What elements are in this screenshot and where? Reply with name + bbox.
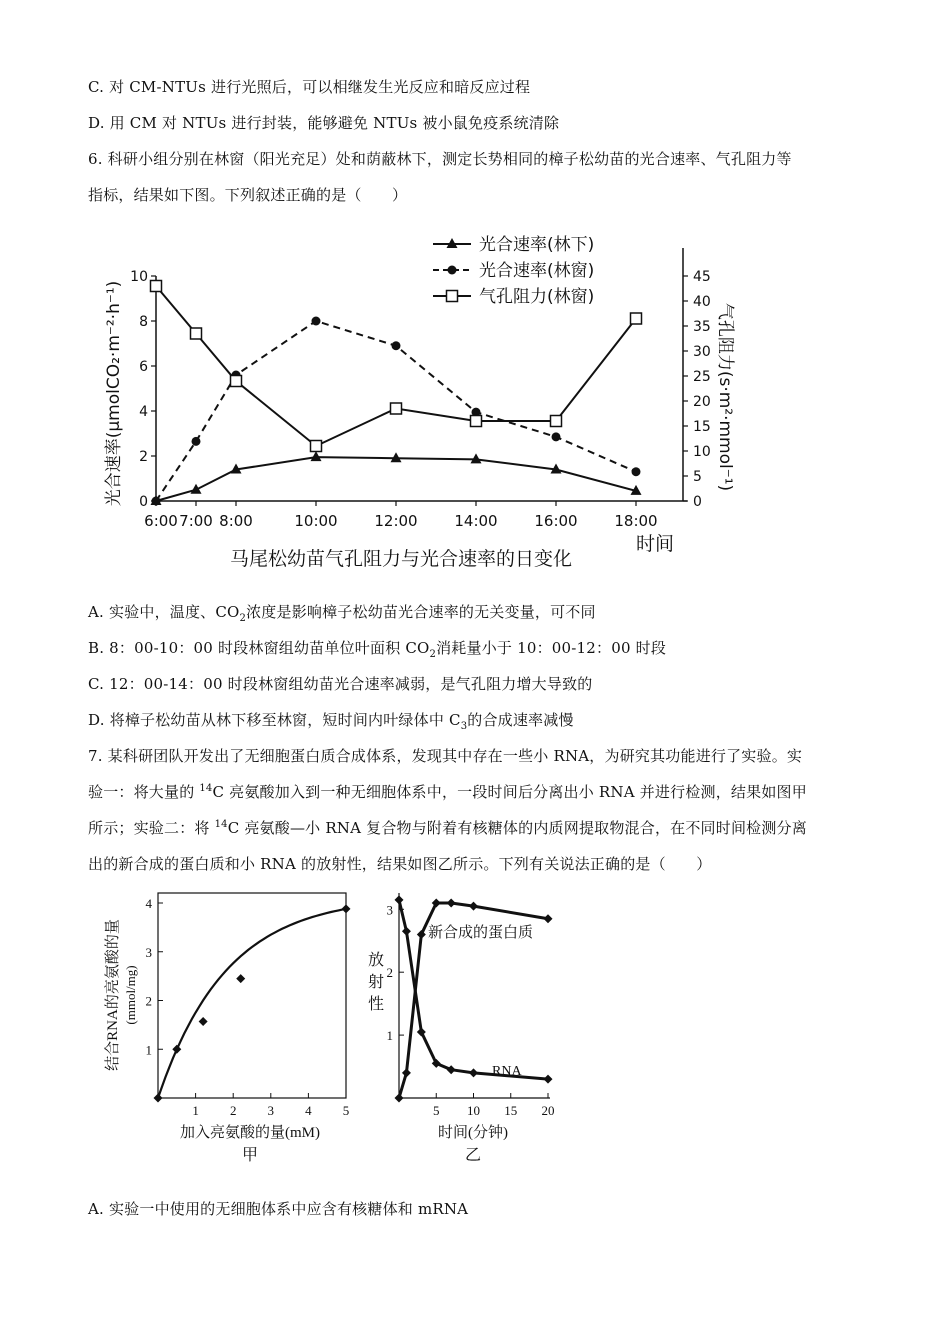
legend-label-2: 气孔阻力(林窗) [479, 287, 595, 307]
option-a-6 [88, 601, 596, 624]
right-tick-label: 15 [693, 419, 711, 435]
question-6-stem-cont: 指标，结果如下图。下列叙述正确的是（ ） [88, 186, 408, 204]
data-point-0 [311, 451, 322, 461]
x-tick-label: 6:00 [144, 512, 178, 530]
chart-title: 马尾松幼苗气孔阻力与光合速率的日变化 [229, 548, 573, 570]
question-7-stem: 7. 某科研团队开发出了无细胞蛋白质合成体系，发现其中存在一些小 RNA，为研究其功能进行了实验。实 [88, 747, 803, 765]
data-point-1 [544, 1075, 553, 1084]
option-b-6-pre: B. 8：00-10：00 时段林窗组幼苗单位叶面积 CO [88, 639, 430, 657]
right-axis-label: 气孔阻力(s·m²·mmol⁻¹) [715, 302, 735, 492]
data-point-2 [191, 328, 202, 339]
q7b-post: C 亮氨酸加入到一种无细胞体系中，一段时间后分离出小 RNA 并进行检测，结果如图甲 [212, 783, 807, 801]
option-d-6-pre: D. 将樟子松幼苗从林下移至林窗，短时间内叶绿体中 C [88, 711, 461, 729]
x-tick-label: 5 [342, 1103, 350, 1118]
x-tick-label: 16:00 [534, 512, 578, 530]
left-tick-label: 2 [139, 449, 148, 465]
panel-label: 乙 [464, 1147, 482, 1164]
q7c-post: C 亮氨酸—小 RNA 复合物与附着有核糖体的内质网提取物混合，在不同时间检测分离 [227, 819, 807, 837]
data-point-1 [392, 341, 401, 350]
q7b-pre: 验一：将大量的 [88, 783, 200, 801]
data-point [172, 1045, 181, 1054]
option-a-6-pre: A. 实验中，温度、CO [88, 603, 240, 621]
question-7-stem-3 [88, 817, 807, 838]
data-point-2 [151, 281, 162, 292]
q7c-pre: 所示；实验二：将 [88, 819, 215, 837]
data-point-2 [231, 376, 242, 387]
q7c-sup: 14 [214, 819, 228, 830]
data-point-2 [311, 441, 322, 452]
series-line-2 [156, 286, 636, 446]
y-tick-label: 3 [145, 944, 152, 960]
y-tick-label: 2 [386, 965, 393, 981]
left-tick-label: 6 [139, 359, 148, 375]
x-tick-label: 15 [504, 1103, 518, 1118]
x-tick-label: 12:00 [374, 512, 418, 530]
data-point-0 [447, 899, 456, 908]
fit-curve [158, 909, 346, 1098]
option-a-6-sub: 2 [239, 613, 247, 624]
series-label-protein: 新合成的蛋白质 [428, 925, 534, 941]
legend-marker-2 [447, 291, 458, 302]
x-tick-label: 10:00 [294, 512, 338, 530]
data-point [199, 1017, 208, 1026]
data-point-1 [552, 432, 561, 441]
left-tick-label: 8 [139, 314, 148, 330]
x-tick-label: 4 [305, 1103, 312, 1118]
legend-marker-1 [448, 266, 457, 275]
right-tick-label: 40 [693, 294, 711, 310]
panel-label: 甲 [241, 1147, 259, 1164]
data-point-0 [395, 1094, 404, 1103]
left-tick-label: 0 [139, 494, 148, 510]
x-axis-label: 时间 [635, 533, 675, 555]
x-tick-label: 2 [229, 1103, 237, 1118]
y-axis-label: 结合RNA的亮氨酸的量 [105, 919, 121, 1071]
right-tick-label: 35 [693, 319, 711, 335]
x-tick-label: 10 [467, 1103, 480, 1118]
right-tick-label: 45 [693, 269, 711, 285]
left-tick-label: 10 [130, 269, 148, 285]
legend-label-1: 光合速率(林窗) [479, 261, 595, 281]
x-tick-label: 18:00 [614, 512, 658, 530]
data-point [236, 974, 245, 983]
option-d-6 [88, 709, 574, 732]
option-b-6-sub: 2 [429, 649, 437, 660]
data-point-2 [391, 403, 402, 414]
data-point-1 [469, 1068, 478, 1077]
legend-label-0: 光合速率(林下) [479, 235, 595, 255]
y-tick-label: 4 [145, 896, 152, 911]
plot-frame [158, 893, 346, 1098]
right-tick-label: 25 [693, 369, 711, 385]
series-label-rna: RNA [492, 1064, 522, 1079]
x-tick-label: 14:00 [454, 512, 498, 530]
left-axis-label: 光合速率(μmolCO₂·m⁻²·h⁻¹) [104, 280, 124, 507]
data-point-2 [631, 313, 642, 324]
option-d-6-post: 的合成速率减慢 [467, 711, 574, 729]
y-axis-label-char: 射 [367, 974, 385, 991]
q7b-sup: 14 [199, 783, 213, 794]
data-point-1 [447, 1065, 456, 1074]
data-point-2 [471, 416, 482, 427]
data-point [154, 1094, 163, 1103]
data-point-1 [312, 317, 321, 326]
option-b-6 [88, 637, 666, 660]
x-tick-label: 5 [433, 1103, 440, 1118]
right-tick-label: 10 [693, 444, 711, 460]
option-c-6: C. 12：00-14：00 时段林窗组幼苗光合速率减弱，是气孔阻力增大导致的 [88, 675, 593, 693]
data-point-1 [152, 497, 161, 506]
question-7-stem-4: 出的新合成的蛋白质和小 RNA 的放射性，结果如图乙所示。下列有关说法正确的是（ ） [88, 855, 712, 873]
series-line-0 [156, 457, 636, 501]
data-point-1 [402, 927, 411, 936]
right-tick-label: 0 [693, 494, 702, 510]
data-point-1 [395, 895, 404, 904]
y-tick-label: 1 [145, 1042, 152, 1058]
option-a-6-post: 浓度是影响樟子松幼苗光合速率的无关变量，可不同 [246, 603, 596, 621]
y-tick-label: 3 [386, 902, 393, 918]
x-axis-label: 时间(分钟) [438, 1125, 508, 1141]
left-tick-label: 4 [139, 404, 148, 420]
data-point-1 [192, 437, 201, 446]
option-a-7: A. 实验一中使用的无细胞体系中应含有核糖体和 mRNA [88, 1200, 469, 1218]
data-point-2 [551, 416, 562, 427]
option-d-5: D. 用 CM 对 NTUs 进行封装，能够避免 NTUs 被小鼠免疫系统清除 [88, 114, 560, 132]
x-tick-label: 8:00 [219, 512, 253, 530]
data-point-1 [632, 467, 641, 476]
x-tick-label: 3 [267, 1103, 275, 1118]
chart-jia [95, 885, 365, 1170]
y-axis-label-char: 性 [367, 996, 385, 1013]
data-point-0 [469, 902, 478, 911]
right-tick-label: 20 [693, 394, 711, 410]
x-tick-label: 1 [192, 1103, 199, 1118]
data-point-0 [544, 914, 553, 923]
option-d-6-sub: 3 [460, 721, 468, 732]
y-axis-unit: (mmol/mg) [123, 965, 138, 1025]
y-tick-label: 1 [386, 1028, 393, 1044]
x-tick-label: 20 [541, 1103, 555, 1118]
chart-yi [360, 885, 575, 1170]
y-tick-label: 2 [145, 993, 152, 1009]
question-7-stem-2 [88, 781, 807, 802]
right-tick-label: 5 [693, 469, 702, 485]
question-6-stem: 6. 科研小组分别在林窗（阳光充足）处和荫蔽林下，测定长势相同的樟子松幼苗的光合速率、气孔阻力等 [88, 150, 792, 168]
x-axis-label: 加入亮氨酸的量(mM) [180, 1125, 320, 1141]
right-tick-label: 30 [693, 344, 711, 360]
data-point [342, 904, 351, 913]
option-b-6-post: 消耗量小于 10：00-12：00 时段 [436, 639, 667, 657]
x-tick-label: 7:00 [179, 512, 213, 530]
data-point-0 [402, 1068, 411, 1077]
chart-stomatal-photosynthesis [95, 228, 775, 580]
y-axis-label-char: 放 [367, 952, 385, 969]
option-c-5: C. 对 CM-NTUs 进行光照后，可以相继发生光反应和暗反应过程 [88, 78, 531, 96]
